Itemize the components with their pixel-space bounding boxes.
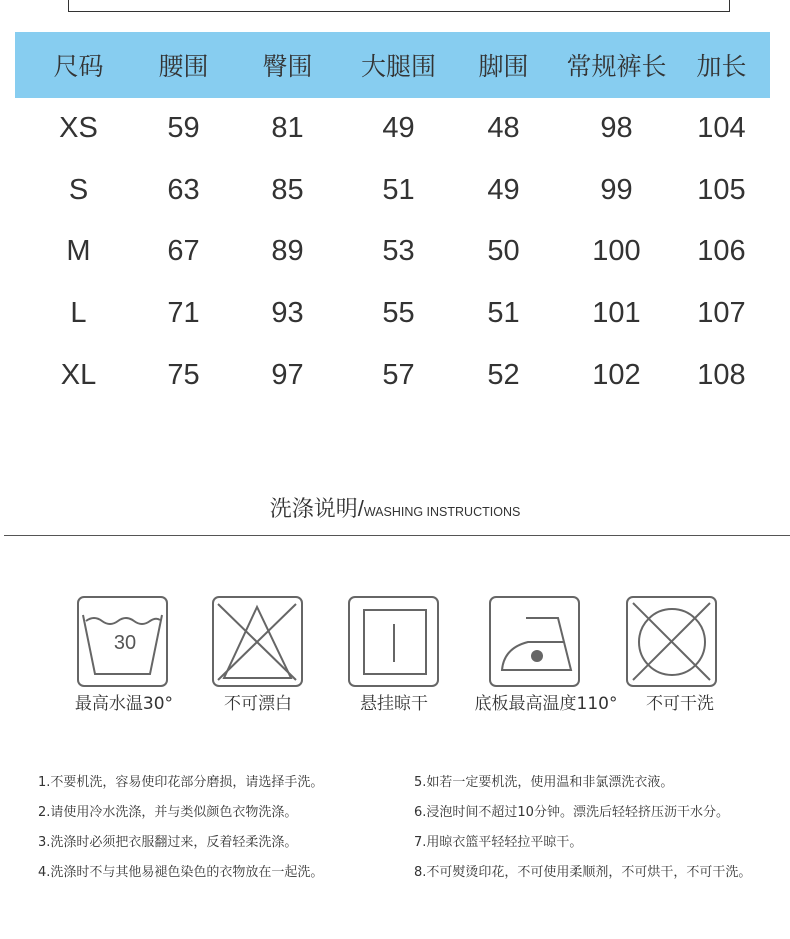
washing-title-en: WASHING INSTRUCTIONS bbox=[363, 505, 521, 519]
waist-cell: 59 bbox=[167, 112, 200, 145]
thigh-cell: 53 bbox=[382, 235, 415, 268]
washing-note: 3.洗涤时必须把衣服翻过来，反着轻柔洗涤。 bbox=[38, 835, 298, 850]
iron-icon bbox=[489, 596, 580, 687]
iron-shape-icon bbox=[491, 598, 578, 685]
size-cell: M bbox=[66, 235, 91, 268]
iron-dot bbox=[531, 650, 543, 662]
regular-length-cell: 101 bbox=[592, 297, 641, 330]
no-dry-clean-icon bbox=[626, 596, 717, 687]
size-table-header bbox=[15, 32, 770, 98]
washing-note: 6.浸泡时间不超过10分钟。漂洗后轻轻挤压沥干水分。 bbox=[414, 805, 729, 820]
header-regular-length: 常规裤长 bbox=[560, 32, 673, 98]
hip-cell: 85 bbox=[271, 173, 304, 206]
waist-cell: 75 bbox=[167, 358, 200, 391]
size-cell: S bbox=[68, 173, 89, 206]
hip-cell: 97 bbox=[271, 358, 304, 391]
header-ankle: 脚围 bbox=[447, 32, 560, 98]
size-table bbox=[15, 32, 770, 406]
table-row bbox=[15, 221, 770, 283]
waist-cell: 71 bbox=[167, 297, 200, 330]
long-length-cell: 104 bbox=[697, 112, 746, 145]
wash-temp-label: 最高水温30° bbox=[74, 694, 174, 714]
hanging-square-icon bbox=[350, 598, 437, 685]
thigh-cell: 57 bbox=[382, 358, 415, 391]
size-cell: XS bbox=[59, 112, 98, 145]
table-row bbox=[15, 283, 770, 345]
header-long-length: 加长 bbox=[673, 32, 770, 98]
wash-tub-icon bbox=[79, 598, 166, 685]
size-cell: L bbox=[70, 297, 87, 330]
thigh-cell: 55 bbox=[382, 297, 415, 330]
hang-dry-icon bbox=[348, 596, 439, 687]
no-bleach-icon bbox=[212, 596, 303, 687]
header-waist: 腰围 bbox=[142, 32, 225, 98]
regular-length-cell: 99 bbox=[600, 173, 633, 206]
ankle-cell: 52 bbox=[487, 358, 520, 391]
regular-length-cell: 100 bbox=[592, 235, 641, 268]
thigh-cell: 49 bbox=[382, 112, 415, 145]
no-dry-clean-label: 不可干洗 bbox=[646, 694, 714, 714]
long-length-cell: 106 bbox=[697, 235, 746, 268]
no-bleach-label: 不可漂白 bbox=[224, 694, 292, 714]
header-hip: 臀围 bbox=[225, 32, 350, 98]
washing-instructions-title bbox=[0, 492, 790, 526]
table-row bbox=[15, 160, 770, 222]
table-row bbox=[15, 344, 770, 406]
regular-length-cell: 102 bbox=[592, 358, 641, 391]
wash-30-icon bbox=[77, 596, 168, 687]
washing-note: 2.请使用冷水洗涤，并与类似颜色衣物洗涤。 bbox=[38, 805, 298, 820]
long-length-cell: 105 bbox=[697, 173, 746, 206]
washing-title-zh: 洗涤说明 bbox=[269, 497, 358, 522]
ankle-cell: 50 bbox=[487, 235, 520, 268]
waist-cell: 63 bbox=[167, 173, 200, 206]
washing-note: 5.如若一定要机洗，使用温和非氯漂洗衣液。 bbox=[414, 775, 674, 790]
washing-title-slash: / bbox=[357, 496, 364, 521]
size-cell: XL bbox=[60, 358, 97, 391]
washing-note: 7.用晾衣篮平轻轻拉平晾干。 bbox=[414, 835, 583, 850]
hang-dry-label: 悬挂晾干 bbox=[360, 694, 428, 714]
ankle-cell: 49 bbox=[487, 173, 520, 206]
waist-cell: 67 bbox=[167, 235, 200, 268]
iron-temp-label: 底板最高温度110° bbox=[474, 694, 618, 714]
washing-note: 1.不要机洗，容易使印花部分磨损，请选择手洗。 bbox=[38, 775, 324, 790]
washing-notes-right bbox=[414, 768, 790, 888]
ankle-cell: 48 bbox=[487, 112, 520, 145]
section-divider bbox=[4, 535, 790, 536]
header-size: 尺码 bbox=[15, 32, 142, 98]
wash-temp-text: 30 bbox=[113, 632, 137, 654]
washing-notes-left bbox=[38, 768, 418, 888]
top-frame-border bbox=[68, 0, 730, 12]
hip-cell: 93 bbox=[271, 297, 304, 330]
long-length-cell: 108 bbox=[697, 358, 746, 391]
header-thigh: 大腿围 bbox=[350, 32, 447, 98]
long-length-cell: 107 bbox=[697, 297, 746, 330]
bleach-triangle-icon bbox=[214, 598, 301, 685]
table-row bbox=[15, 98, 770, 160]
hip-cell: 81 bbox=[271, 112, 304, 145]
washing-note: 4.洗涤时不与其他易褪色染色的衣物放在一起洗。 bbox=[38, 865, 324, 880]
hip-cell: 89 bbox=[271, 235, 304, 268]
washing-note: 8.不可熨烫印花，不可使用柔顺剂，不可烘干，不可干洗。 bbox=[414, 865, 752, 880]
thigh-cell: 51 bbox=[382, 173, 415, 206]
ankle-cell: 51 bbox=[487, 297, 520, 330]
regular-length-cell: 98 bbox=[600, 112, 633, 145]
dry-clean-circle-icon bbox=[628, 598, 715, 685]
